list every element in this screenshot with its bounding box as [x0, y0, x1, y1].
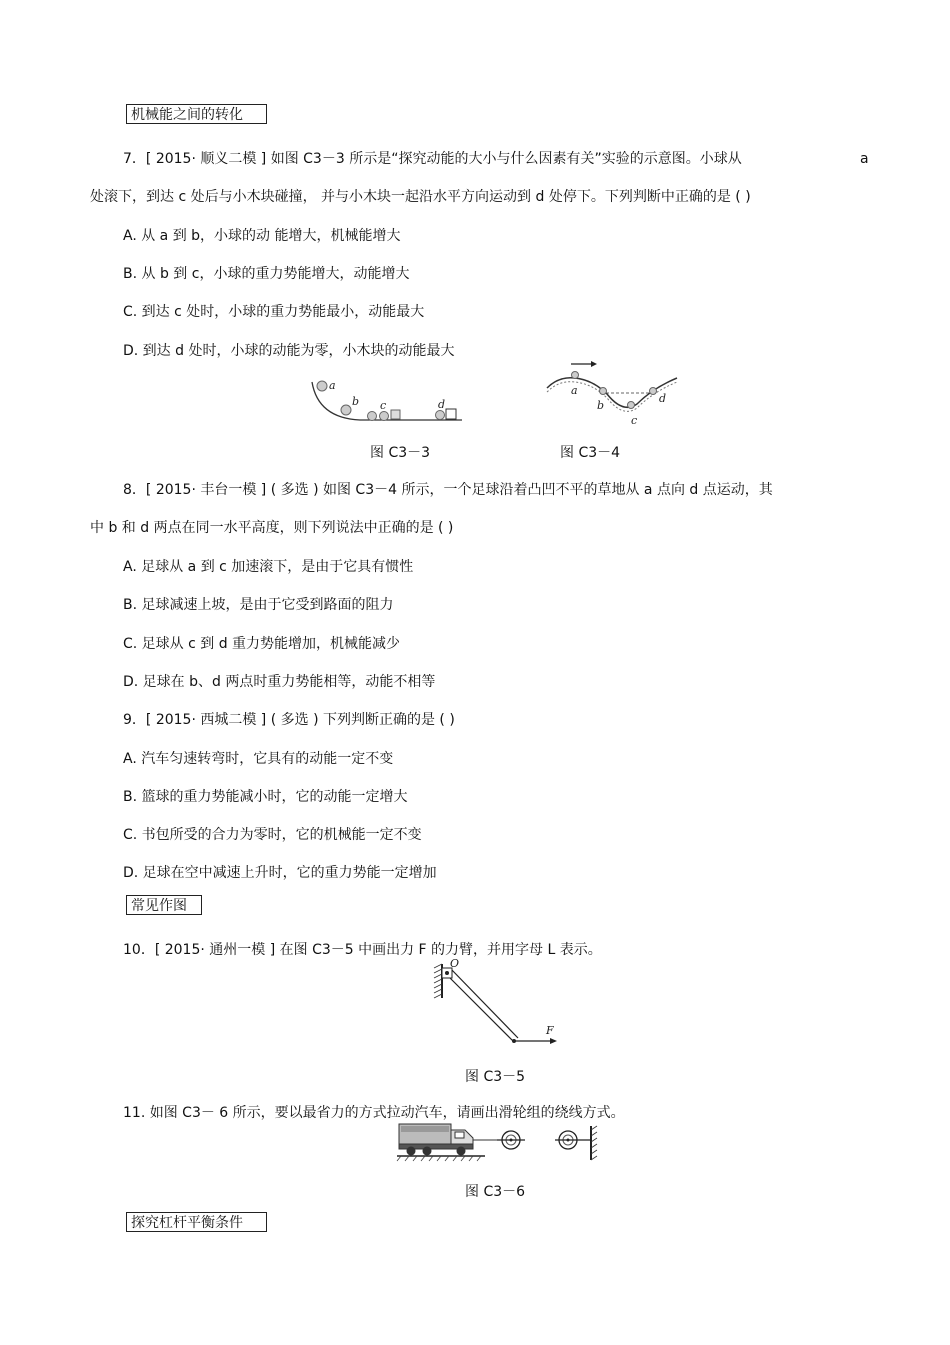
label-o: O: [450, 957, 460, 970]
question-9-option-b: B. 篮球的重力势能减小时，它的动能一定增大: [123, 789, 408, 805]
label-d: d: [438, 398, 446, 411]
figure-c3-6-truck-pulleys: [395, 1120, 600, 1165]
question-9-line-1: 9．[ 2015· 西城二模 ] ( 多选 ) 下列判断正确的是 ( ): [123, 712, 455, 728]
question-8-option-c: C. 足球从 c 到 d 重力势能增加，机械能减少: [123, 636, 401, 652]
question-7-option-a: A. 从 a 到 b，小球的动 能增大，机械能增大: [123, 228, 401, 244]
label-c: c: [380, 399, 387, 412]
question-8-line-2: 中 b 和 d 两点在同一水平高度，则下列说法中正确的是 ( ): [90, 520, 454, 536]
label-b: b: [352, 395, 360, 408]
label-a: a: [571, 384, 578, 397]
figure-c3-5-lever: [430, 957, 560, 1047]
label-c: c: [631, 414, 638, 427]
question-8-option-a: A. 足球从 a 到 c 加速滚下，是由于它具有惯性: [123, 559, 414, 575]
question-9-option-d: D. 足球在空中减速上升时，它的重力势能一定增加: [123, 865, 437, 881]
question-7-line-2: 处滚下，到达 c 处后与小木块碰撞， 并与小木块一起沿水平方向运动到 d 处停下。下列判断中正确的是 ( ): [90, 189, 751, 205]
section-title-energy-conversion: 机械能之间的转化: [126, 104, 267, 124]
caption-c3-5: 图 C3－5: [465, 1069, 526, 1085]
label-f: F: [546, 1024, 554, 1037]
caption-c3-4: 图 C3－4: [560, 445, 621, 461]
question-8-option-d: D. 足球在 b、d 两点时重力势能相等，动能不相等: [123, 674, 436, 690]
question-7-option-b: B. 从 b 到 c，小球的重力势能增大，动能增大: [123, 266, 410, 282]
question-11-line-1: 11. 如图 C3－ 6 所示，要以最省力的方式拉动汽车，请画出滑轮组的绕线方式。: [123, 1105, 625, 1121]
question-8-line-1: 8．[ 2015· 丰台一模 ] ( 多选 ) 如图 C3－4 所示，一个足球沿着凸凹不平的草地从 a 点向 d 点运动，其: [123, 482, 773, 498]
question-10-line-1: 10．[ 2015· 通州一模 ] 在图 C3－5 中画出力 F 的力臂，并用字母 L 表示。: [123, 942, 602, 958]
caption-c3-6: 图 C3－6: [465, 1184, 526, 1200]
question-9-option-c: C. 书包所受的合力为零时，它的机械能一定不变: [123, 827, 422, 843]
caption-c3-3: 图 C3－3: [370, 445, 431, 461]
section-title-common-drawing: 常见作图: [126, 895, 202, 915]
question-7-line-1-end: a: [860, 151, 869, 167]
label-b: b: [597, 399, 605, 412]
question-7-option-c: C. 到达 c 处时，小球的重力势能最小，动能最大: [123, 304, 425, 320]
figure-c3-4-wavy-ground: [545, 358, 680, 428]
question-8-option-b: B. 足球减速上坡，是由于它受到路面的阻力: [123, 597, 394, 613]
label-a: a: [329, 379, 336, 392]
question-7-option-d: D. 到达 d 处时，小球的动能为零，小木块的动能最大: [123, 343, 455, 359]
question-9-option-a: A. 汽车匀速转弯时，它具有的动能一定不变: [123, 751, 394, 767]
question-7-line-1: 7．[ 2015· 顺义二模 ] 如图 C3－3 所示是“探究动能的大小与什么因素有关”实验的示意图。小球从: [123, 151, 742, 167]
label-d: d: [659, 392, 667, 405]
figure-c3-3-ramp: [300, 372, 470, 432]
section-title-lever-balance: 探究杠杆平衡条件: [126, 1212, 267, 1232]
